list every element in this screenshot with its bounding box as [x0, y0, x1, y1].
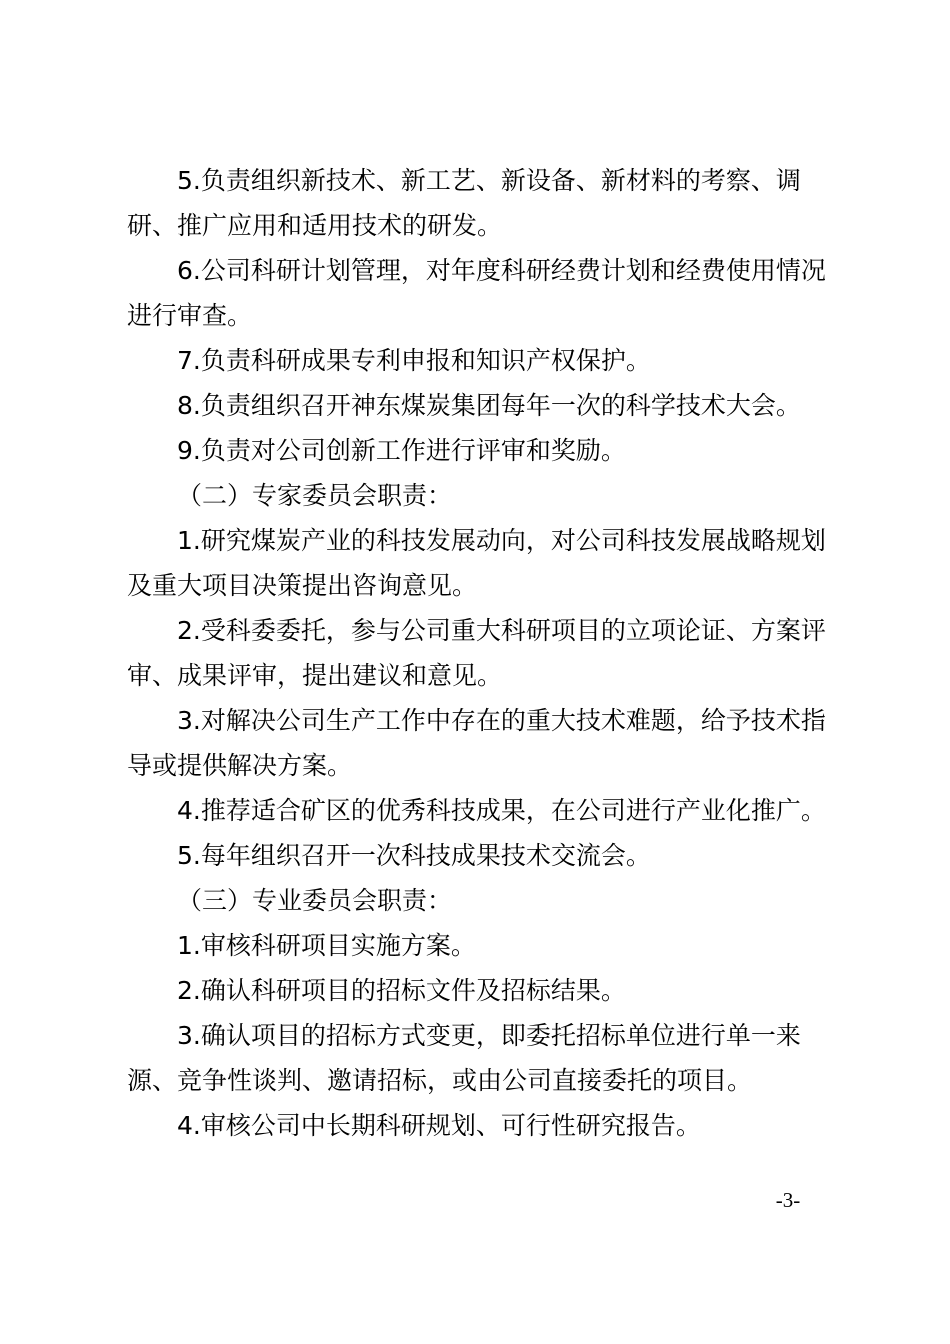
- paragraph: 5.每年组织召开一次科技成果技术交流会。: [177, 841, 651, 870]
- paragraph: 1.审核科研项目实施方案。: [177, 931, 476, 960]
- paragraph: 9.负责对公司创新工作进行评审和奖励。: [177, 436, 626, 465]
- paragraph: 1.研究煤炭产业的科技发展动向，对公司科技发展战略规划及重大项目决策提出咨询意见。: [127, 526, 826, 600]
- page-number: -3-: [775, 1188, 801, 1212]
- paragraph: 6.公司科研计划管理，对年度科研经费计划和经费使用情况进行审查。: [127, 256, 826, 330]
- paragraph: 4.推荐适合矿区的优秀科技成果，在公司进行产业化推广。: [177, 796, 826, 825]
- paragraph: 7.负责科研成果专利申报和知识产权保护。: [177, 346, 651, 375]
- paragraph: 2.确认科研项目的招标文件及招标结果。: [177, 976, 626, 1005]
- document-body: [127, 158, 839, 1148]
- paragraph: 8.负责组织召开神东煤炭集团每年一次的科学技术大会。: [177, 391, 801, 420]
- section-heading: （二）专家委员会职责：: [177, 481, 453, 510]
- paragraph: 5.负责组织新技术、新工艺、新设备、新材料的考察、调研、推广应用和适用技术的研发。: [127, 166, 801, 240]
- section-heading: （三）专业委员会职责：: [177, 886, 453, 915]
- paragraph: 4.审核公司中长期科研规划、可行性研究报告。: [177, 1111, 701, 1140]
- paragraph: 2.受科委委托，参与公司重大科研项目的立项论证、方案评审、成果评审，提出建议和意见。: [127, 616, 826, 690]
- paragraph: 3.确认项目的招标方式变更，即委托招标单位进行单一来源、竞争性谈判、邀请招标，或由公司直接委托的项目。: [127, 1021, 801, 1095]
- paragraph: 3.对解决公司生产工作中存在的重大技术难题，给予技术指导或提供解决方案。: [127, 706, 826, 780]
